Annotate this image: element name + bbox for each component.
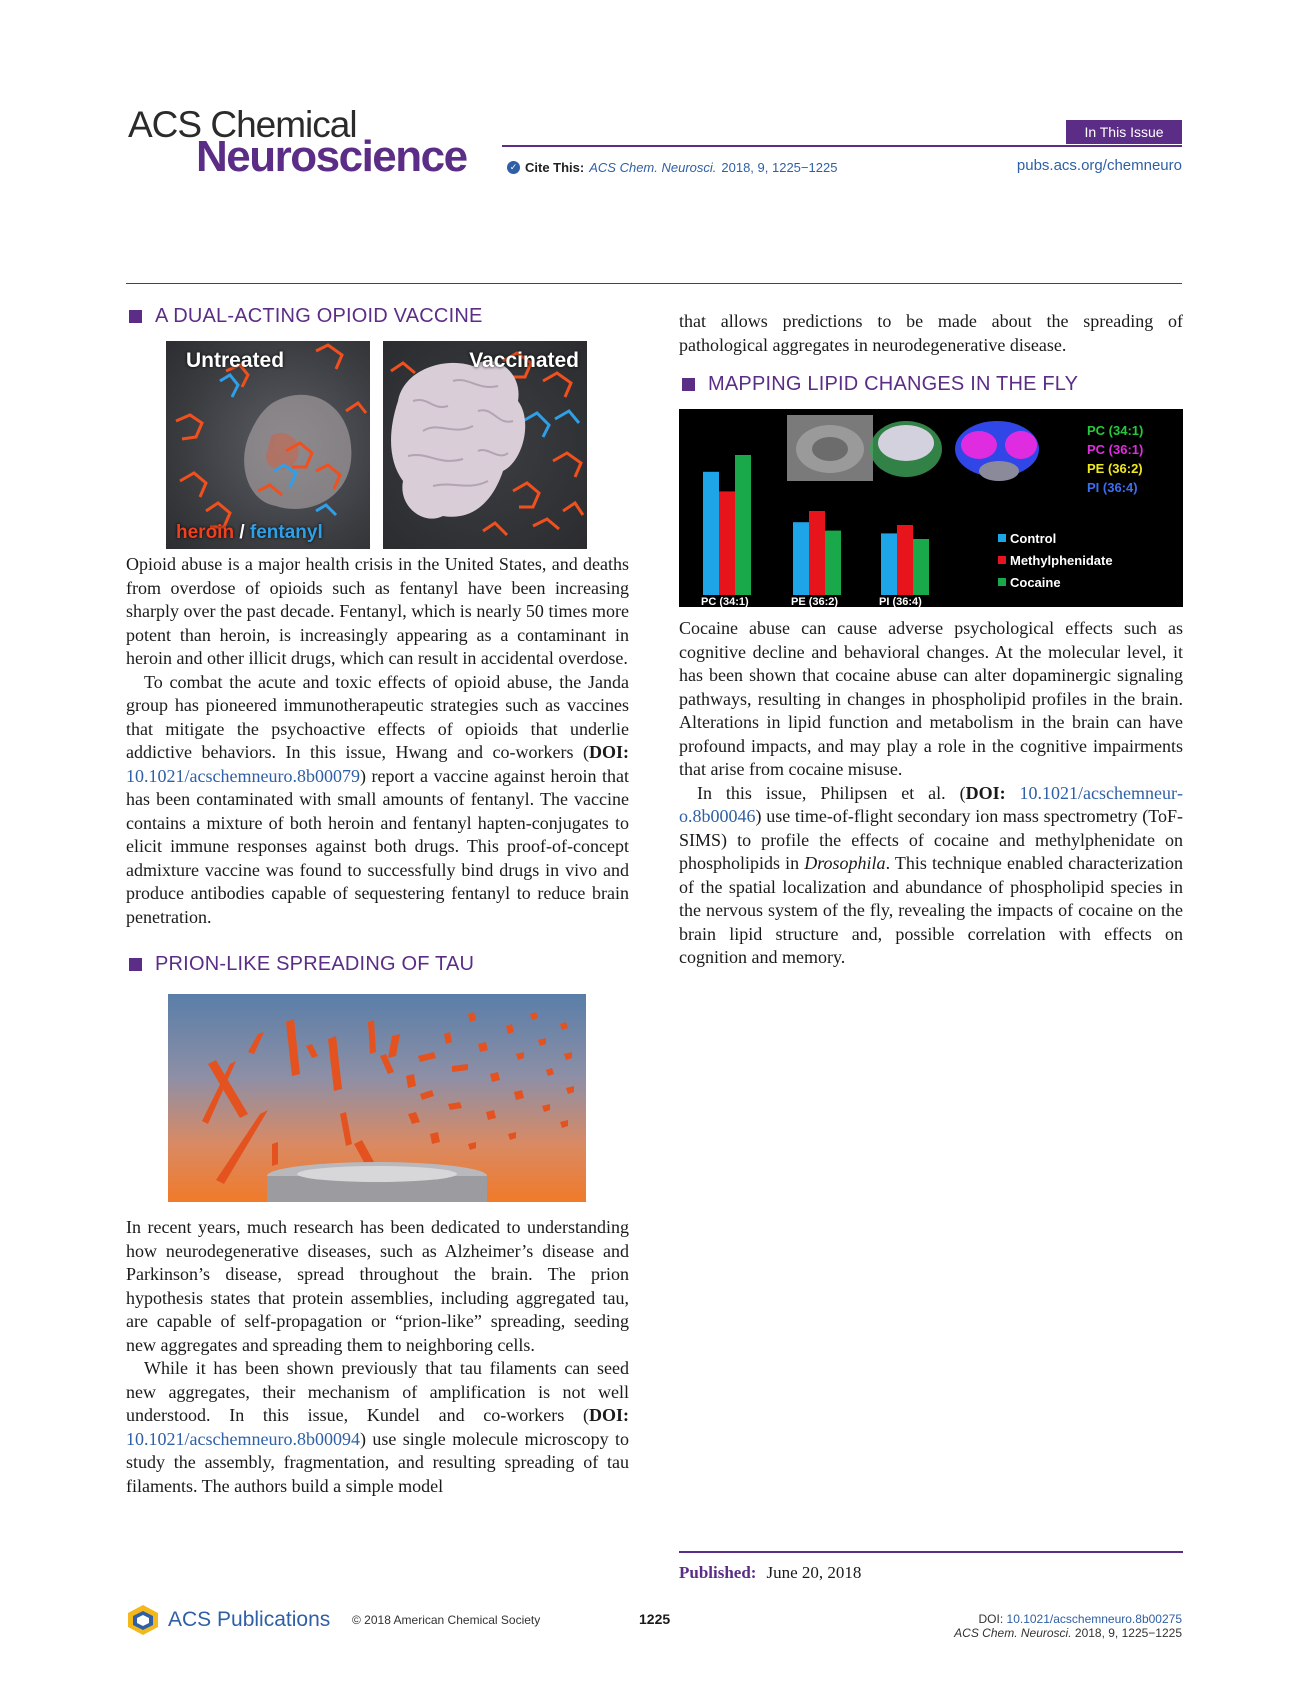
chart-bar <box>825 531 841 595</box>
square-bullet-icon <box>129 958 142 971</box>
caption-slash: / <box>234 522 250 543</box>
brain-lipid-map-2-highlight-b <box>1005 431 1037 459</box>
opioid-paragraph-2 <box>126 671 629 930</box>
published-rule <box>679 1551 1183 1553</box>
chart-bar <box>897 525 913 595</box>
tau-paragraph-1: In recent years, much research has been dedicated to understanding how neurodegenerative diseases, such as Alzheimer’s disease and Parkinson’s disease, spread throughout the brain. The prion hypothesis states that protein assemblies, including aggregated tau, are capable of self-propagation or “prion-like” spreading, seeding new aggregates and spreading them to neighboring cells. <box>126 1217 629 1355</box>
chart-category-label: PE (36:2) <box>791 596 839 607</box>
vaccinated-panel <box>383 341 587 549</box>
section-tab: In This Issue <box>1066 120 1182 144</box>
tau-paragraph-2 <box>126 1357 629 1498</box>
cite-label: Cite This: <box>525 160 585 175</box>
legend-label: Cocaine <box>1010 575 1061 590</box>
copyright: © 2018 American Chemical Society <box>352 1613 541 1627</box>
legend-swatch <box>998 534 1006 542</box>
footer-doi-link[interactable]: 10.1021/acschemneuro.8b00275 <box>1006 1612 1182 1626</box>
right-column <box>679 310 1183 970</box>
image-legend-label: PC (34:1) <box>1087 423 1144 438</box>
footer-doi <box>954 1612 1182 1640</box>
cite-details[interactable]: 2018, 9, 1225−1225 <box>721 160 838 175</box>
lipid-chart-figure <box>679 409 1183 607</box>
tau-figure <box>168 994 586 1202</box>
heading-text: MAPPING LIPID CHANGES IN THE FLY <box>708 373 1079 395</box>
chart-category-label: PI (36:4) <box>879 596 922 607</box>
figure-caption-drugs <box>176 522 323 544</box>
verified-check-icon: ✓ <box>507 161 520 174</box>
chart-bar <box>881 533 897 595</box>
cite-journal[interactable]: ACS Chem. Neurosci. <box>589 160 717 175</box>
caption-heroin: heroin <box>176 522 235 543</box>
opioid-paragraph-1: Opioid abuse is a major health crisis in the United States, and deaths from overdose of opioids such as fentanyl have been increasing sharply over the past decade. Fentanyl, which is nearly 50 times more potent than heroin, is increasingly appearing as a contaminant in heroin and other illicit drugs, which can result in accidental overdose. <box>126 554 629 668</box>
legend-swatch <box>998 578 1006 586</box>
chart-bar <box>913 539 929 595</box>
brain-lipid-map-2-highlight-a <box>961 431 997 459</box>
tau-p2-text-a: While it has been shown previously that tau filaments can seed new aggregates, their mechanism of amplification is not well understood. In this issue, Kundel and co-workers ( <box>126 1358 629 1425</box>
lipid-paragraph-1: Cocaine abuse can cause adverse psychological effects such as cognitive decline and behavioral changes. At the molecular level, it has been shown that cocaine abuse can alter dopaminergic signaling pathways, resulting in changes in phospholipid profiles in the brain. Alterations in lipid function and metabolism in the brain can have profound impacts, and may play a role in the cognitive impairments that arise from cocaine misuse. <box>679 618 1183 779</box>
footer-journal-details: 2018, 9, 1225−1225 <box>1074 1626 1182 1640</box>
published-label: Published: <box>679 1563 757 1582</box>
cite-line <box>507 160 837 175</box>
chart-bar <box>793 522 809 595</box>
doi-label: DOI: <box>589 1405 629 1425</box>
lipid-bar-chart <box>679 409 1183 607</box>
opioid-figure <box>126 341 629 553</box>
footer-journal: ACS Chem. Neurosci. <box>954 1626 1072 1640</box>
vaccinated-label: Vaccinated <box>469 349 579 372</box>
tau-p2-text-b: ) use single molecule microscopy to study the assembly, fragmentation, and resulting spreading of tau filaments. The authors build a simple model <box>126 1428 629 1496</box>
tau-doi-link[interactable]: 10.1021/acschemneuro.8b00094 <box>126 1428 360 1449</box>
square-bullet-icon <box>129 310 142 323</box>
chart-bar <box>703 472 719 595</box>
publisher-logo[interactable] <box>126 1604 330 1636</box>
legend-label: Methylphenidate <box>1010 553 1113 568</box>
left-column <box>126 305 629 1498</box>
acs-hexagon-icon <box>126 1604 160 1636</box>
tau-paragraph-continued: that allows predictions to be made about the spreading of pathological aggregates in neurodegenerative disease. <box>679 311 1183 355</box>
image-legend-label: PE (36:2) <box>1087 461 1143 476</box>
header-rule <box>502 145 1182 147</box>
section-heading-opioid <box>126 305 629 328</box>
doi-label: DOI: <box>589 742 629 762</box>
journal-name-line2: Neuroscience <box>196 132 467 181</box>
chart-bar <box>809 511 825 595</box>
square-bullet-icon <box>682 378 695 391</box>
doi-label: DOI: <box>965 782 1006 803</box>
legend-label: Control <box>1010 531 1057 546</box>
species-name: Drosophila <box>804 853 886 873</box>
lipid-paragraph-2 <box>679 782 1183 970</box>
published-date: June 20, 2018 <box>766 1563 862 1582</box>
lipid-p2-text-b: ) use time-of-flight secondary ion mass spectrometry (ToF-SIMS) to profile the effects of cocaine and methylphenidate on phospholipids in <box>679 806 1183 873</box>
chart-bar <box>735 455 751 595</box>
section-heading-lipid <box>679 373 1183 396</box>
brain-lipid-map-1-highlight <box>878 425 934 461</box>
heading-text: PRION-LIKE SPREADING OF TAU <box>155 953 475 975</box>
section-heading-tau <box>126 953 629 976</box>
published-line <box>679 1563 861 1583</box>
untreated-label: Untreated <box>186 349 285 372</box>
top-rule <box>126 283 1182 284</box>
chart-bar <box>719 491 735 595</box>
publisher-name: ACS Publications <box>168 1608 331 1631</box>
page-number: 1225 <box>639 1611 671 1627</box>
brain-lipid-map-2-lower <box>979 461 1019 481</box>
legend-swatch <box>998 556 1006 564</box>
site-url-link[interactable]: pubs.acs.org/chemneuro <box>1016 157 1182 174</box>
lipid-doi-link[interactable]: 10.1021/acschemneuro.8b00046 <box>679 782 1183 826</box>
untreated-panel <box>166 341 370 549</box>
tau-filaments-illustration <box>168 994 586 1202</box>
lipid-p2-text-c: . This technique enabled characterization of the spatial localization and abundance of phospholipid species in the nervous system of the fly, revealing the impacts of cocaine on the brain lipid structure and, possible correlation with effects on cognition and memory. <box>679 853 1183 967</box>
footer-doi-label: DOI: <box>978 1612 1004 1626</box>
brain-grayscale-core <box>812 437 848 461</box>
opioid-doi-link[interactable]: 10.1021/acschemneuro.8b00079 <box>126 765 360 786</box>
caption-fentanyl: fentanyl <box>249 522 323 543</box>
image-legend-label: PI (36:4) <box>1087 480 1138 495</box>
image-legend-label: PC (36:1) <box>1087 442 1144 457</box>
opioid-p2-text-a: To combat the acute and toxic effects of opioid abuse, the Janda group has pioneered immunotherapeutic strategies such as vaccines that mitigate the psychoactive effects of opioids that underlie addictive behaviors. In this issue, Hwang and co-workers ( <box>126 671 629 762</box>
journal-name-line1: ACS Chemical <box>128 104 357 145</box>
opioid-p2-text-b: ) report a vaccine against heroin that has been contaminated with small amounts of fentanyl. The vaccine contains a mixture of both heroin and fentanyl hapten-conjugates to elicit immune responses against both drugs. This proof-of-concept admixture vaccine was found to successfully bind drugs in vivo and produce antibodies capable of sequestering fentanyl to reduce brain penetration. <box>126 765 629 927</box>
chart-category-label: PC (34:1) <box>701 596 749 607</box>
lipid-p2-text-a: In this issue, Philipsen et al. ( <box>697 782 966 803</box>
heading-text: A DUAL-ACTING OPIOID VACCINE <box>155 305 483 327</box>
